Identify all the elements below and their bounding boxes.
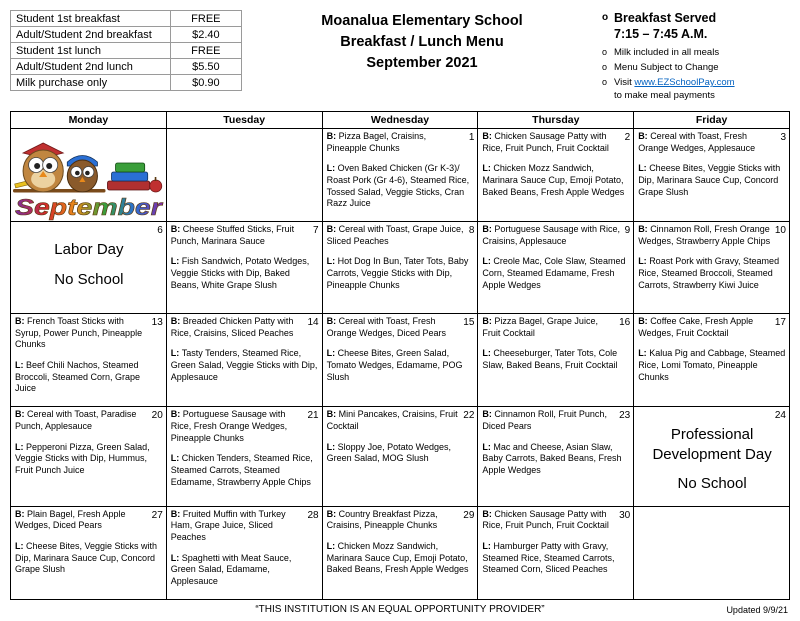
calendar-day-cell — [634, 128, 790, 221]
calendar-week-row — [11, 222, 790, 314]
date-number: 3 — [780, 131, 786, 143]
breakfast-menu: B: Plain Bagel, Fresh Apple Wedges, Diced Pears — [15, 508, 126, 531]
breakfast-menu: B: Coffee Cake, Fresh Apple Wedges, Fruit Cocktail — [638, 316, 754, 338]
date-number: 30 — [619, 509, 631, 521]
breakfast-hours-note — [602, 10, 790, 43]
calendar-week-row — [11, 407, 790, 507]
lunch-label: L: — [326, 163, 338, 174]
price-label: Student 1st breakfast — [11, 11, 171, 27]
date-number: 13 — [151, 317, 163, 328]
calendar-day-cell — [478, 128, 634, 221]
breakfast-menu: B: French Toast Sticks with Syrup, Power Punch, Pineapple Chunks — [15, 316, 143, 350]
lunch-label: L: — [326, 348, 338, 359]
day-header-thursday: Thursday — [478, 111, 634, 128]
breakfast-menu: B: Pizza Bagel, Grape Juice, Fruit Cocktail — [482, 316, 598, 338]
lunch-label: L: — [170, 453, 182, 464]
lunch-menu: L: Hot Dog In Bun, Tater Tots, Baby Carrots, Veggie Sticks with Dip, Pineapple Chunks — [326, 256, 469, 290]
breakfast-menu: B: Pizza Bagel, Craisins, Pineapple Chunks — [326, 130, 427, 153]
breakfast-label: B: — [326, 316, 339, 326]
calendar-day-cell — [634, 407, 790, 507]
menu-calendar — [10, 111, 790, 600]
menu-month: September 2021 — [366, 55, 478, 72]
price-value: $5.50 — [170, 59, 241, 75]
price-label: Adult/Student 2nd lunch — [11, 59, 171, 75]
day-header-friday: Friday — [634, 111, 790, 128]
lunch-menu: L: Chicken Mozz Sandwich, Marinara Sauce Cup, Emoji Potato, Baked Beans, Fresh Apple Wedges — [482, 163, 625, 197]
calendar-week-row — [11, 314, 790, 407]
price-row — [11, 11, 242, 27]
date-number: 17 — [774, 317, 786, 328]
breakfast-label: B: — [482, 316, 495, 326]
lunch-menu: L: Beef Chili Nachos, Steamed Broccoli, Steamed Corn, Grape Juice — [15, 360, 141, 394]
breakfast-label: B: — [170, 508, 183, 519]
breakfast-label: B: — [482, 508, 495, 519]
date-number: 15 — [463, 317, 475, 328]
lunch-menu: L: Kalua Pig and Cabbage, Steamed Rice, Lomi Tomato, Pineapple Chunks — [638, 348, 786, 382]
date-number: 22 — [463, 410, 475, 422]
subject-to-change-text: Menu Subject to Change — [614, 61, 719, 73]
lunch-label: L: — [482, 163, 494, 174]
updated-date: Updated 9/9/21 — [726, 604, 788, 615]
calendar-day-cell — [322, 222, 478, 314]
breakfast-label: B: — [638, 316, 651, 326]
price-row — [11, 27, 242, 43]
breakfast-menu: B: Cereal with Toast, Fresh Orange Wedges, Diced Pears — [326, 316, 446, 338]
breakfast-menu: B: Cereal with Toast, Paradise Punch, Applesauce — [15, 409, 137, 431]
price-value: FREE — [170, 43, 241, 59]
calendar-day-cell — [478, 222, 634, 314]
menu-title: Breakfast / Lunch Menu — [340, 34, 504, 51]
lunch-menu: L: Spaghetti with Meat Sauce, Green Salad, Edamame, Applesauce — [170, 552, 292, 587]
lunch-menu: L: Oven Baked Chicken (Gr K-3)/ Roast Pork (Gr 4-6), Steamed Rice, Tossed Salad, Veggie Sticks, Cran Razz Juice — [326, 163, 470, 209]
date-number: 6 — [157, 225, 163, 236]
branch-shape — [13, 189, 105, 193]
breakfast-menu: B: Breaded Chicken Patty with Rice, Craisins, Sliced Peaches — [170, 316, 294, 338]
date-number: 8 — [468, 225, 475, 236]
calendar-day-cell — [11, 222, 167, 314]
calendar-week-row — [11, 506, 790, 599]
date-number: 27 — [151, 509, 163, 521]
calendar-day-cell — [11, 128, 167, 221]
day-header-wednesday: Wednesday — [322, 111, 478, 128]
calendar-day-cell — [634, 222, 790, 314]
calendar-day-cell — [478, 407, 634, 507]
apple-icon — [150, 177, 162, 192]
date-number: 9 — [624, 225, 631, 236]
breakfast-label: B: — [482, 130, 495, 141]
calendar-day-cell — [166, 506, 322, 599]
breakfast-label: B: — [326, 508, 339, 519]
lunch-label: L: — [170, 552, 182, 563]
price-value: $0.90 — [170, 75, 241, 91]
calendar-day-cell — [322, 407, 478, 507]
document-footer — [0, 604, 800, 615]
lunch-label: L: — [15, 541, 26, 551]
date-number: 20 — [151, 410, 163, 422]
calendar-day-cell — [634, 506, 790, 599]
breakfast-label: B: — [326, 224, 339, 234]
calendar-day-cell — [166, 128, 322, 221]
lunch-label: L: — [638, 348, 650, 359]
date-number: 24 — [774, 410, 786, 422]
breakfast-menu: B: Cereal with Toast, Grape Juice, Sliced Peaches — [326, 224, 464, 246]
calendar-day-cell — [634, 314, 790, 407]
lunch-menu: L: Pepperoni Pizza, Green Salad, Veggie Sticks with Dip, Hummus, Fruit Punch Juice — [15, 441, 150, 475]
date-number: 28 — [307, 509, 319, 521]
bullet-icon: o — [602, 12, 609, 23]
date-number: 16 — [619, 317, 631, 328]
calendar-day-cell — [478, 506, 634, 599]
payment-note-text: Visit www.EZSchoolPay.com to make meal payments — [614, 77, 735, 101]
breakfast-label: B: — [638, 130, 651, 141]
calendar-day-cell — [478, 314, 634, 407]
date-number: 10 — [774, 225, 786, 236]
lunch-menu: L: Roast Pork with Gravy, Steamed Rice, Steamed Broccoli, Steamed Carrots, Strawberry Kiwi Juice — [638, 256, 780, 290]
notes-block — [602, 8, 790, 105]
calendar-day-cell — [166, 222, 322, 314]
weekday-header-row — [11, 111, 790, 128]
september-owls-illustration — [11, 129, 166, 221]
breakfast-label: B: — [482, 224, 495, 234]
lunch-menu: L: Cheeseburger, Tater Tots, Cole Slaw, Baked Beans, Fruit Cocktail — [482, 348, 618, 371]
milk-note — [602, 47, 790, 59]
calendar-day-cell — [322, 506, 478, 599]
lunch-label: L: — [482, 348, 494, 359]
breakfast-menu: B: Cheese Stuffed Sticks, Fruit Punch, Marinara Sauce — [170, 224, 295, 246]
breakfast-hours-text: Breakfast Served 7:15 – 7:45 A.M. — [614, 11, 717, 42]
lunch-label: L: — [170, 256, 182, 267]
price-label: Milk purchase only — [11, 75, 171, 91]
lunch-menu: L: Chicken Tenders, Steamed Rice, Steamed Carrots, Steamed Edamame, Strawberry Apple Chips — [170, 453, 313, 487]
date-number: 2 — [624, 131, 631, 143]
breakfast-label: B: — [638, 224, 651, 234]
breakfast-label: B: — [170, 409, 183, 420]
lunch-menu: L: Sloppy Joe, Potato Wedges, Green Salad, MOG Slush — [326, 441, 451, 464]
calendar-day-cell — [322, 128, 478, 221]
lunch-label: L: — [15, 441, 26, 452]
owl-right-icon — [67, 155, 97, 192]
date-number: 21 — [307, 410, 319, 422]
payment-note — [602, 77, 790, 102]
price-value: $2.40 — [170, 27, 241, 43]
breakfast-label: B: — [15, 508, 27, 519]
calendar-week-row — [11, 128, 790, 221]
breakfast-menu: B: Cinnamon Roll, Fresh Orange Wedges, Strawberry Apple Chips — [638, 224, 771, 246]
price-table — [10, 10, 242, 91]
breakfast-menu: B: Fruited Muffin with Turkey Ham, Grape Juice, Sliced Peaches — [170, 508, 286, 542]
lunch-menu: L: Chicken Mozz Sandwich, Marinara Sauce Cup, Emoji Potato, Baked Beans, Fresh Apple Wedges — [326, 541, 469, 575]
date-number: 29 — [463, 509, 475, 521]
ezschoolpay-link[interactable]: www.EZSchoolPay.com — [634, 77, 735, 89]
calendar-day-cell — [166, 407, 322, 507]
breakfast-menu: B: Portuguese Sausage with Rice, Fresh Orange Wedges, Pineapple Chunks — [170, 409, 288, 443]
lunch-label: L: — [638, 163, 650, 174]
owl-left-icon — [23, 143, 63, 192]
lunch-label: L: — [326, 441, 338, 452]
equal-opportunity-disclaimer: “THIS INSTITUTION IS AN EQUAL OPPORTUNITY PROVIDER” — [255, 603, 545, 615]
breakfast-menu: B: Cereal with Toast, Fresh Orange Wedges, Applesauce — [638, 130, 756, 153]
breakfast-label: B: — [15, 409, 27, 420]
lunch-menu: L: Fish Sandwich, Potato Wedges, Veggie Sticks with Dip, Baked Beans, White Grape Slush — [170, 256, 310, 290]
date-number: 1 — [468, 131, 475, 143]
price-row — [11, 59, 242, 75]
lunch-label: L: — [638, 256, 650, 267]
lunch-menu: L: Cheese Bites, Green Salad, Tomato Wedges, Edamame, POG Slush — [326, 348, 463, 382]
breakfast-menu: B: Cinnamon Roll, Fruit Punch, Diced Pears — [482, 409, 607, 431]
milk-note-text: Milk included in all meals — [614, 46, 720, 58]
price-label: Student 1st lunch — [11, 43, 171, 59]
breakfast-menu: B: Chicken Sausage Patty with Rice, Fruit Punch, Fruit Cocktail — [482, 130, 609, 153]
lunch-label: L: — [170, 348, 182, 359]
calendar-day-cell — [11, 506, 167, 599]
date-number: 23 — [619, 410, 631, 422]
lunch-menu: L: Creole Mac, Cole Slaw, Steamed Corn, Steamed Edamame, Fresh Apple Wedges — [482, 256, 626, 290]
date-number: 14 — [307, 317, 319, 328]
lunch-label: L: — [482, 441, 494, 452]
calendar-day-cell — [11, 314, 167, 407]
document-header — [0, 0, 800, 105]
price-label: Adult/Student 2nd breakfast — [11, 27, 171, 43]
day-header-monday: Monday — [11, 111, 167, 128]
lunch-menu: L: Cheese Bites, Veggie Sticks with Dip, Marinara Sauce Cup, Concord Grape Slush — [638, 163, 781, 197]
lunch-label: L: — [15, 360, 26, 371]
school-name: Moanalua Elementary School — [321, 13, 523, 29]
title-block — [242, 8, 602, 74]
breakfast-menu: B: Chicken Sausage Patty with Rice, Fruit Punch, Fruit Cocktail — [482, 508, 609, 531]
price-value: FREE — [170, 11, 241, 27]
subject-to-change-note — [602, 62, 790, 74]
price-row — [11, 43, 242, 59]
bullet-icon: o — [602, 46, 608, 57]
breakfast-label: B: — [170, 316, 183, 326]
calendar-day-cell — [322, 314, 478, 407]
lunch-menu: L: Hamburger Patty with Gravy, Steamed Rice, Steamed Carrots, Steamed Corn, Sliced Peaches — [482, 541, 615, 575]
lunch-label: L: — [482, 541, 494, 551]
month-art-word: September — [15, 193, 165, 220]
breakfast-label: B: — [170, 224, 183, 234]
breakfast-menu: B: Portuguese Sausage with Rice, Craisins, Applesauce — [482, 224, 620, 246]
lunch-label: L: — [326, 256, 338, 267]
no-school-notice: Professional Development Day No School — [652, 426, 772, 493]
date-number: 7 — [313, 225, 319, 236]
no-school-notice: Labor Day No School — [54, 241, 124, 288]
lunch-menu: L: Mac and Cheese, Asian Slaw, Baby Carrots, Baked Beans, Fresh Apple Wedges — [482, 441, 622, 475]
breakfast-label: B: — [326, 130, 339, 141]
books-icon — [107, 163, 149, 190]
price-row — [11, 75, 242, 91]
breakfast-label: B: — [482, 409, 495, 420]
day-header-tuesday: Tuesday — [166, 111, 322, 128]
calendar-day-cell — [166, 314, 322, 407]
lunch-label: L: — [482, 256, 494, 267]
breakfast-menu: B: Country Breakfast Pizza, Craisins, Pineapple Chunks — [326, 508, 438, 531]
breakfast-label: B: — [15, 316, 27, 326]
breakfast-menu: B: Mini Pancakes, Craisins, Fruit Cocktail — [326, 409, 458, 431]
bullet-icon: o — [602, 77, 608, 88]
lunch-menu: L: Cheese Bites, Veggie Sticks with Dip, Marinara Sauce Cup, Concord Grape Slush — [15, 541, 158, 575]
calendar-day-cell — [11, 407, 167, 507]
bullet-icon: o — [602, 61, 608, 72]
lunch-label: L: — [326, 541, 338, 551]
lunch-menu: L: Tasty Tenders, Steamed Rice, Green Salad, Veggie Sticks with Dip, Applesauce — [170, 348, 318, 382]
breakfast-label: B: — [326, 409, 339, 420]
